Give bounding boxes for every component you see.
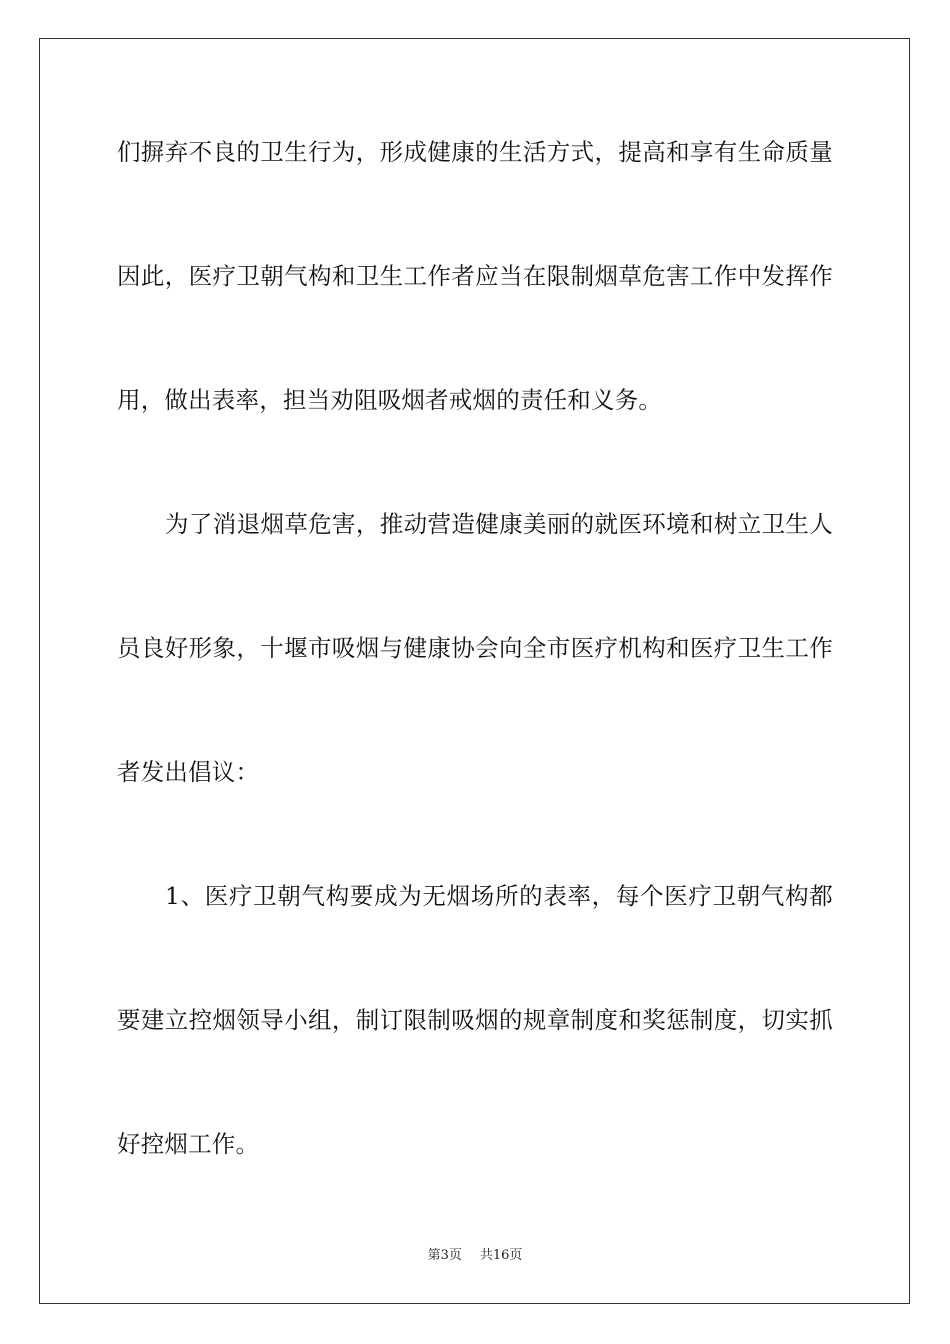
- body-text-line: 好控烟工作。: [117, 1130, 260, 1158]
- body-text-line: 为了消退烟草危害，推动营造健康美丽的就医环境和树立卫生人: [165, 510, 833, 538]
- page-number: 第3页: [427, 1248, 462, 1263]
- body-text-line: 要建立控烟领导小组，制订限制吸烟的规章制度和奖惩制度，切实抓: [117, 1006, 833, 1034]
- page-total: 共16页: [479, 1248, 523, 1263]
- body-text-line: 员良好形象，十堰市吸烟与健康协会向全市医疗机构和医疗卫生工作: [117, 634, 833, 662]
- body-text-line: 1、医疗卫朝气构要成为无烟场所的表率，每个医疗卫朝气构都: [165, 882, 833, 910]
- body-text-line: 们摒弃不良的卫生行为，形成健康的生活方式，提高和享有生命质量: [117, 138, 833, 166]
- page-border: [39, 38, 910, 1304]
- page-footer: [0, 1248, 950, 1264]
- body-text-line: 因此，医疗卫朝气构和卫生工作者应当在限制烟草危害工作中发挥作: [117, 262, 833, 290]
- body-text-line: 用，做出表率，担当劝阻吸烟者戒烟的责任和义务。: [117, 386, 663, 414]
- body-text-line: 者发出倡议：: [117, 758, 260, 786]
